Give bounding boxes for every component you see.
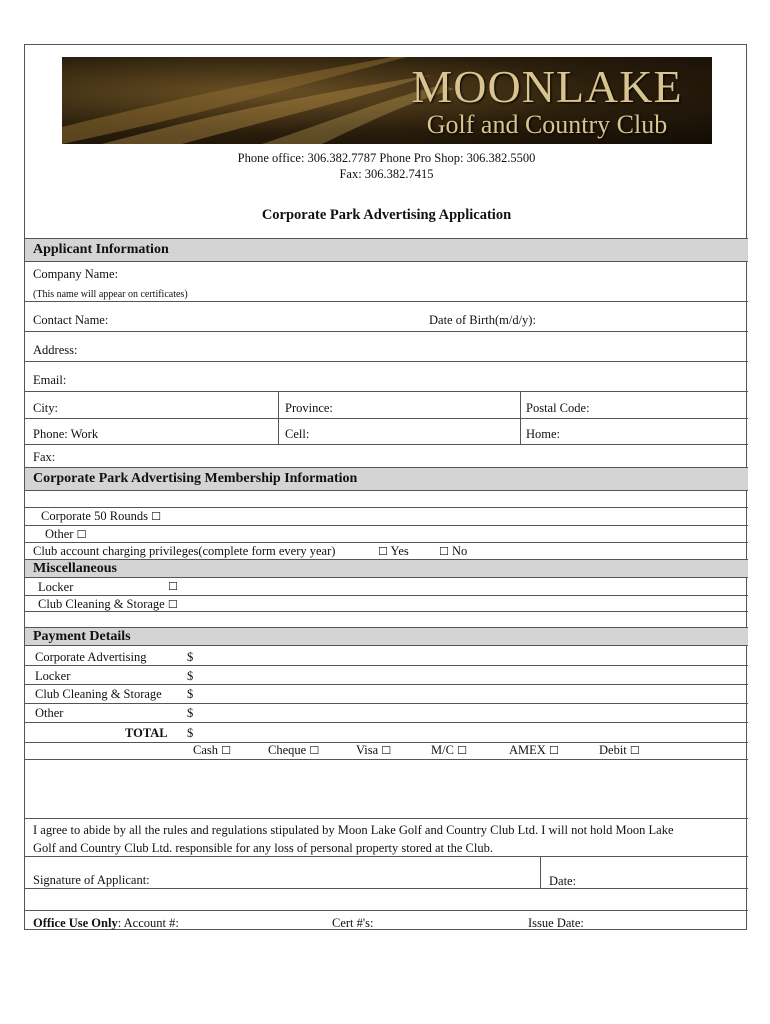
club-cleaning-label: Club Cleaning & Storage — [38, 597, 165, 611]
date-of-birth-label: Date of Birth(m/d/y): — [429, 313, 536, 327]
locker-label: Locker — [38, 580, 74, 594]
payment-method-cheque[interactable] — [268, 743, 319, 758]
locker-checkbox[interactable]: ☐ — [168, 580, 178, 593]
payment-method-label: Cheque — [268, 743, 307, 757]
account-number-label: : Account #: — [117, 916, 179, 930]
payment-method-cash[interactable] — [193, 743, 231, 758]
phone-work-label: Phone: Work — [33, 427, 99, 441]
email-label: Email: — [33, 373, 67, 387]
phone-numbers: Phone office: 306.382.7787 Phone Pro Shop: 306.382.5500 — [237, 151, 536, 165]
payment-method-checkbox[interactable]: ☐ — [629, 744, 640, 757]
payment-row-currency: $ — [187, 669, 194, 683]
payment-method-checkbox[interactable]: ☐ — [309, 744, 320, 757]
other-checkbox[interactable]: ☐ — [76, 528, 87, 541]
fax-label: Fax: — [33, 450, 56, 464]
company-name-label: Company Name: — [33, 267, 119, 281]
locker-option[interactable] — [38, 580, 183, 595]
payment-row-label: Corporate Advertising — [35, 650, 147, 664]
section-miscellaneous: Miscellaneous — [25, 559, 748, 578]
logo-title: MOONLAKE — [411, 61, 683, 112]
yes-checkbox[interactable]: ☐ — [378, 545, 388, 558]
agreement-text-line-1: I agree to abide by all the rules and regulations stipulated by Moon Lake Golf and Country Club Ltd. I will not hold Moon Lake — [33, 823, 674, 837]
section-membership-information: Corporate Park Advertising Membership Information — [25, 467, 748, 491]
payment-method-label: Cash — [193, 743, 218, 757]
corporate-50-rounds-label: Corporate 50 Rounds — [41, 509, 148, 523]
fax-number: Fax: 306.382.7415 — [339, 167, 434, 181]
total-label: TOTAL — [125, 726, 168, 740]
club-cleaning-option[interactable] — [38, 597, 178, 612]
signature-label: Signature of Applicant: — [33, 873, 150, 887]
corporate-50-rounds-checkbox[interactable]: ☐ — [151, 510, 161, 523]
payment-method-debit[interactable] — [599, 743, 640, 758]
contact-name-label: Contact Name: — [33, 313, 109, 327]
cell-label: Cell: — [285, 427, 310, 441]
issue-date-label: Issue Date: — [528, 916, 584, 930]
yes-label: Yes — [390, 544, 409, 558]
application-form — [24, 44, 747, 930]
agreement-text-line-2: Golf and Country Club Ltd. responsible for any loss of personal property stored at the Club. — [33, 841, 493, 855]
payment-method-label: Visa — [356, 743, 379, 757]
payment-method-label: Debit — [599, 743, 627, 757]
home-label: Home: — [526, 427, 561, 441]
logo-subtitle: Golf and Country Club — [426, 110, 668, 139]
other-label: Other — [45, 527, 74, 541]
section-applicant-information: Applicant Information — [25, 238, 748, 262]
city-label: City: — [33, 401, 59, 415]
no-label: No — [452, 544, 468, 558]
payment-method-mc[interactable] — [431, 743, 467, 758]
postal-code-label: Postal Code: — [526, 401, 590, 415]
logo-text — [387, 63, 707, 139]
payment-row-label: Club Cleaning & Storage — [35, 687, 162, 701]
office-use-label: Office Use Only — [33, 916, 118, 930]
club-cleaning-checkbox[interactable]: ☐ — [167, 598, 178, 611]
yes-option[interactable] — [378, 544, 409, 559]
payment-method-checkbox[interactable]: ☐ — [457, 744, 467, 757]
section-payment-details: Payment Details — [25, 627, 748, 646]
payment-method-label: AMEX — [509, 743, 546, 757]
form-title: Corporate Park Advertising Application — [261, 207, 512, 223]
no-option[interactable] — [439, 544, 467, 559]
payment-row-label: Other — [35, 706, 64, 720]
corporate-50-rounds-option[interactable] — [41, 509, 161, 524]
payment-method-checkbox[interactable]: ☐ — [221, 744, 231, 757]
no-checkbox[interactable]: ☐ — [439, 545, 449, 558]
cert-numbers-label: Cert #'s: — [332, 916, 374, 930]
payment-row-currency: $ — [187, 650, 194, 664]
payment-row-label: Locker — [35, 669, 71, 683]
office-use-row — [33, 916, 179, 931]
payment-method-label: M/C — [431, 743, 454, 757]
payment-method-visa[interactable] — [356, 743, 391, 758]
payment-method-checkbox[interactable]: ☐ — [548, 744, 559, 757]
payment-method-amex[interactable] — [509, 743, 559, 758]
total-currency: $ — [187, 726, 194, 740]
company-name-note: (This name will appear on certificates) — [33, 289, 188, 300]
signature-date-label: Date: — [549, 874, 577, 888]
payment-row-currency: $ — [187, 706, 194, 720]
province-label: Province: — [285, 401, 333, 415]
club-logo-banner — [62, 57, 712, 144]
address-label: Address: — [33, 343, 78, 357]
payment-row-currency: $ — [187, 687, 194, 701]
club-account-label: Club account charging privileges(complete form every year) — [33, 544, 336, 558]
other-option[interactable] — [45, 527, 86, 542]
payment-method-checkbox[interactable]: ☐ — [381, 744, 392, 757]
